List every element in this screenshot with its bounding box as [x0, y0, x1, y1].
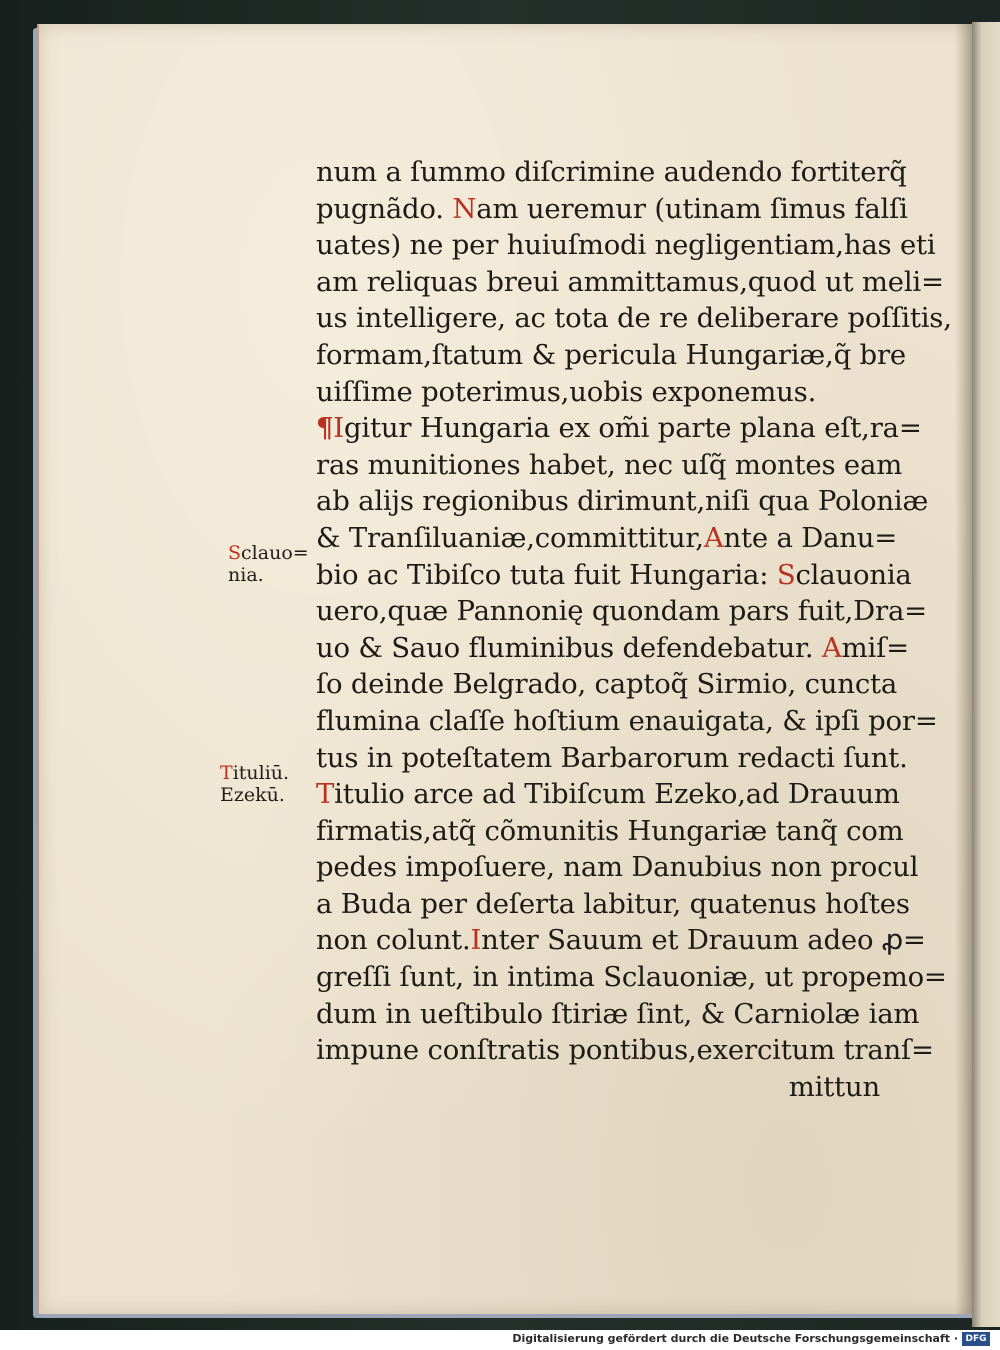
text-segment: pedes impoſuere, nam Danubius non procul: [316, 851, 919, 884]
text-segment: uero,quæ Pannonię quondam pars fuit,Dra=: [316, 595, 928, 628]
text-segment: dum in ueſtibulo ſtiriæ ſint, & Carniolæ iam: [316, 997, 920, 1030]
footer-bar: [0, 1330, 1000, 1350]
text-segment: greſſi ſunt, in intima Sclauoniæ, ut propemo=: [316, 961, 947, 994]
rubricated-initial: N: [452, 192, 477, 225]
text-line: [316, 520, 912, 557]
text-segment: firmatis,atq̃ cõmunitis Hungariæ tanq̃ com: [316, 814, 904, 847]
rubricated-initial: I: [470, 924, 482, 957]
text-segment: a Buda per deſerta labitur, quatenus hoſtes: [316, 887, 910, 920]
text-segment: us intelligere, ac tota de re deliberare poſſitis,: [316, 302, 952, 335]
margin-note-sclauonia: [228, 542, 309, 586]
text-line: [316, 630, 912, 667]
margin-note-text: nia.: [228, 564, 264, 586]
text-line: [316, 154, 912, 191]
text-line: [316, 996, 920, 1033]
text-segment: nter Sauum et Drauum adeo ꝓ=: [481, 924, 926, 957]
margin-note-text: clauo=: [241, 542, 309, 564]
text-line: [316, 849, 919, 886]
text-segment: nte a Danu=: [723, 521, 898, 554]
dfg-logo-icon: DFG: [962, 1332, 990, 1346]
text-line: [316, 227, 936, 264]
text-line: [316, 337, 912, 374]
text-segment: miſ=: [841, 631, 909, 664]
text-segment: tus in poteſtatem Barbarorum redacti ſunt.: [316, 741, 908, 774]
margin-initial: T: [220, 762, 233, 784]
text-segment: pugnãdo.: [316, 192, 453, 225]
pilcrow-icon: ¶: [316, 412, 334, 445]
rubricated-initial: A: [822, 631, 842, 664]
text-line: [316, 483, 929, 520]
margin-note-text: ituliū.: [232, 762, 290, 784]
text-line: [316, 922, 926, 959]
text-line: [316, 703, 938, 740]
text-segment: gitur Hungaria ex om̃i parte plana eſt,ra=: [343, 412, 922, 445]
gutter-shadow: [955, 24, 973, 1314]
text-line: [316, 776, 912, 813]
text-segment: impune conſtratis pontibus,exercitum tranſ=: [316, 1034, 934, 1067]
text-line: [316, 740, 912, 777]
catchword: mittun: [788, 1070, 880, 1103]
text-segment: bio ac Tibiſco tuta fuit Hungaria:: [316, 558, 777, 591]
text-line: [316, 191, 912, 228]
text-segment: formam,ſtatum & pericula Hungariæ,q̃ bre: [316, 338, 906, 371]
text-line: [316, 374, 912, 411]
text-line: [316, 666, 912, 703]
text-line: [316, 557, 912, 594]
text-line: [316, 300, 952, 337]
text-segment: num a ſummo diſcrimine audendo fortiterq̃: [316, 156, 907, 188]
facing-page-edge: [972, 22, 1000, 1327]
text-line: [316, 959, 947, 996]
text-segment: itulio arce ad Tibiſcum Ezeko,ad Drauum: [334, 778, 900, 811]
body-text: [316, 154, 952, 1105]
text-segment: ras munitiones habet, nec uſq̃ montes eam: [316, 448, 903, 481]
margin-initial: S: [228, 542, 242, 564]
text-line: [316, 813, 912, 850]
text-segment: uiſſime poterimus,uobis exponemus.: [316, 375, 817, 408]
rubricated-initial: I: [333, 412, 344, 445]
text-line: [316, 593, 928, 630]
text-line: [316, 410, 922, 447]
rubricated-initial: T: [316, 778, 335, 811]
rubricated-initial: S: [776, 558, 796, 591]
text-segment: am reliquas breui ammittamus,quod ut meli=: [316, 265, 944, 298]
text-segment: uo & Sauo fluminibus defendebatur.: [316, 631, 822, 664]
funding-credit: Digitalisierung gefördert durch die Deutsche Forschungsgemeinschaft ·: [512, 1332, 958, 1345]
text-segment: flumina claſſe hoſtium enauigata, & ipſi por=: [316, 704, 938, 737]
text-segment: non colunt.: [316, 924, 471, 957]
text-segment: ab alijs regionibus dirimunt,niſi qua Poloniæ: [316, 485, 929, 518]
text-line: [316, 1032, 934, 1069]
text-line: [316, 886, 912, 923]
text-segment: am ueremur (utinam ſimus falſi: [476, 192, 908, 225]
text-segment: & Tranſiluaniæ,committitur,: [316, 521, 704, 554]
text-segment: uates) ne per huiuſmodi negligentiam,has eti: [316, 229, 936, 262]
text-line: [316, 264, 944, 301]
text-line: [316, 447, 912, 484]
margin-note-text: Ezekū.: [220, 784, 285, 806]
margin-note-titulium: [220, 762, 289, 806]
rubricated-initial: A: [703, 521, 724, 554]
text-segment: ſo deinde Belgrado, captoq̃ Sirmio, cuncta: [316, 668, 898, 701]
text-segment: clauonia: [795, 558, 912, 591]
